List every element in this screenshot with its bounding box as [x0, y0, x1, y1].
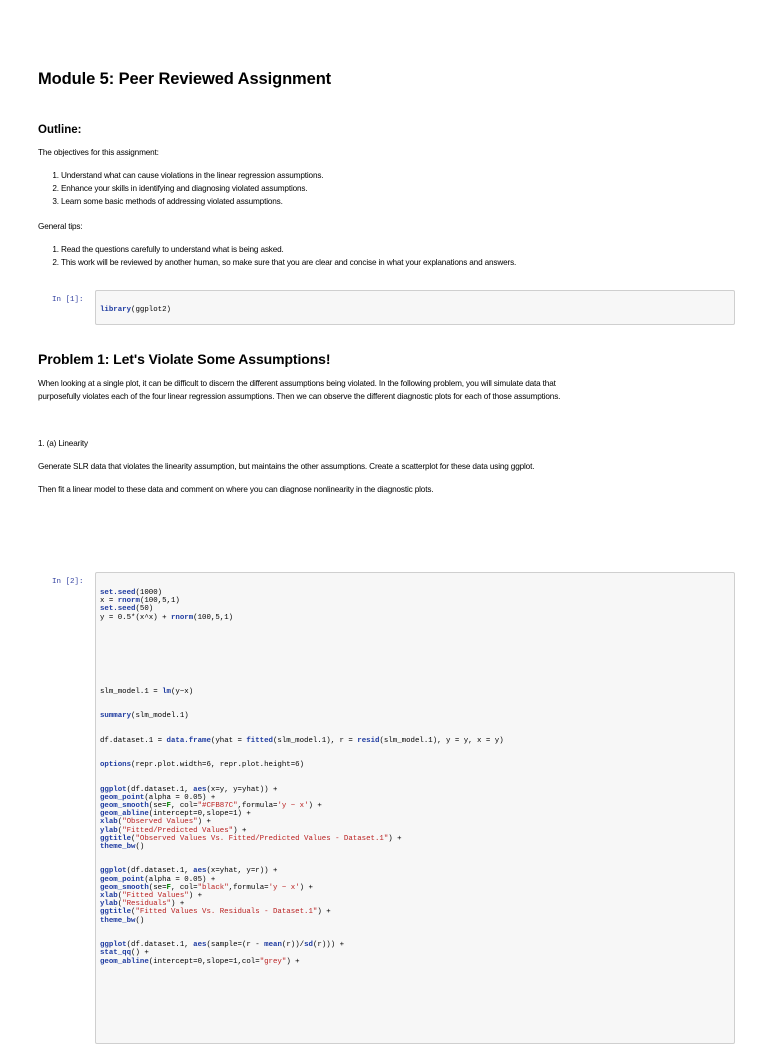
page-title: Module 5: Peer Reviewed Assignment	[38, 70, 332, 88]
linearity-instructions: Generate SLR data that violates the linearity assumption, but maintains the other assumptions. Create a scatterplot for these data using ggplot.	[38, 462, 535, 471]
objectives-list	[38, 169, 323, 208]
list-item: 3. Learn some basic methods of addressing violated assumptions.	[61, 195, 323, 208]
problem-1-intro-line-1: When looking at a single plot, it can be difficult to discern the different assumptions being violated. In the following problem, you will simulate data that	[38, 379, 556, 388]
code-cell-2[interactable]	[95, 572, 735, 1044]
problem-1-heading: Problem 1: Let's Violate Some Assumptions!	[38, 351, 331, 367]
linearity-followup: Then fit a linear model to these data and comment on where you can diagnose nonlinearity in the diagnostic plots.	[38, 485, 434, 494]
code-cell-2-source: set.seed(1000) x = rnorm(100,5,1) set.seed(50) y = 0.5*(x^x) + rnorm(100,5,1) slm_model.1 = lm(y~x) summary(slm_model.1) df.dataset.1 = data.frame(yhat = fitted(slm_model.1), r = resid(slm_model.1), y = y, x = y) options(repr.plot.width=6, repr.plot.height=6) ggplot(df.dataset.1, aes(x=y, y=yhat)) + geom_point(alpha = 0.05) + geom_smooth(se=F, col="#CFB87C",formula='y ~ x') + geom_abline(intercept=0,slope=1) + xlab("Observed Values") + ylab("Fitted/Predicted Values") + ggtitle("Observed Values Vs. Fitted/Predicted Values - Dataset.1") + theme_bw() ggplot(df.dataset.1, aes(x=yhat, y=r)) + geom_point(alpha = 0.05) + geom_smooth(se=F, col="black",formula='y ~ x') + xlab("Fitted Values") + ylab("Residuals") + ggtitle("Fitted Values Vs. Residuals - Dataset.1") + theme_bw() ggplot(df.dataset.1, aes(sample=(r - mean(r))/sd(r))) + stat_qq() + geom_abline(intercept=0,slope=1,col="grey") +	[100, 589, 504, 966]
problem-1-intro-line-2: purposefully violates each of the four linear regression assumptions. Then we can observe the different diagnostic plots for each of those assumptions.	[38, 392, 561, 401]
objectives-intro: The objectives for this assignment:	[38, 148, 159, 157]
cell-1-prompt: In [1]:	[52, 296, 84, 304]
tips-intro: General tips:	[38, 222, 83, 231]
linearity-subheading: 1. (a) Linearity	[38, 439, 88, 448]
code-cell-1-source: library(ggplot2)	[100, 306, 171, 314]
list-item: 2. Enhance your skills in identifying and diagnosing violated assumptions.	[61, 182, 323, 195]
list-item: 2. This work will be reviewed by another human, so make sure that you are clear and concise in what your explanations and answers.	[61, 256, 516, 269]
cell-2-prompt: In [2]:	[52, 578, 84, 586]
list-item: 1. Understand what can cause violations in the linear regression assumptions.	[61, 169, 323, 182]
code-cell-1[interactable]	[95, 290, 735, 325]
outline-heading: Outline:	[38, 124, 82, 136]
list-item: 1. Read the questions carefully to understand what is being asked.	[61, 243, 516, 256]
tips-list	[38, 243, 516, 269]
